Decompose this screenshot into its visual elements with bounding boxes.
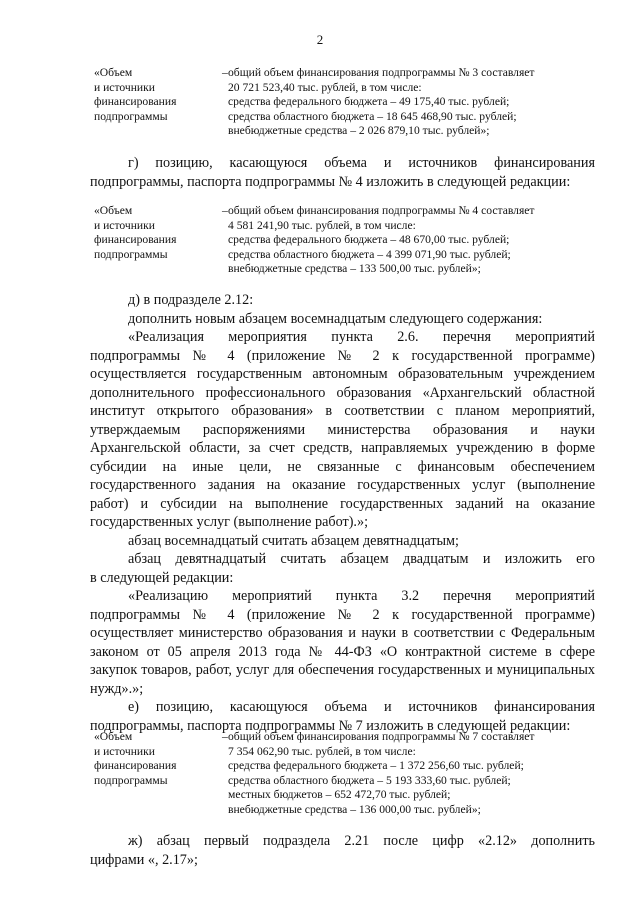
paragraph-abz-2: абзац девятнадцатый считать абзацем двадцатым и изложить его в следующей редакции: — [90, 551, 595, 586]
paragraph-d-heading: д) в подразделе 2.12: — [128, 292, 254, 308]
paragraph-g: г) позицию, касающуюся объема и источников финансирования подпрограммы, паспорта подпрограммы № 4 изложить в следующей редакции: — [90, 155, 595, 190]
table-label: «Объем и источники финансирования подпрограммы — [94, 204, 177, 261]
paragraph-zh: ж) абзац первый подраздела 2.21 после цифр «2.12» дополнить цифрами «, 2.17»; — [90, 833, 595, 868]
table-label: «Объем и источники финансирования подпрограммы — [94, 730, 177, 787]
paragraph-e: е) позицию, касающуюся объема и источников финансирования подпрограммы, паспорта подпрограммы № 7 изложить в следующей редакции: — [90, 699, 595, 734]
paragraph-abz-1: абзац восемнадцатый считать абзацем девятнадцатым; — [128, 532, 459, 549]
quote-18: «Реализация мероприятия пункта 2.6. перечня мероприятий подпрограммы № 4 (приложение № 2 к государственной программе) осуществляется государственным автономным образовательным учреждением дополнительного профессионального образования «Архангельский областной институт открытого образования» в соответствии с планом мероприятий, утверждаемым распоряжениями министерства образования и науки Архангельской области, за счет средств, направляемых учреждению в форме субсидии на иные цели, не связанные с финансовым обеспечением государственного задания на оказание государственных услуг (выполнение работ) и субсидии на выполнение государственных заданий на оказание государственных услуг (выполнение работ).»; — [90, 329, 595, 530]
table-label: «Объем и источники финансирования подпрограммы — [94, 66, 177, 123]
table-dash: – — [222, 204, 228, 217]
table-dash: – — [222, 730, 228, 743]
table-content: общий объем финансирования подпрограммы № 7 составляет 7 354 062,90 тыс. рублей, в том числе: средства федерального бюджета – 1 372 256,60 тыс. рублей; средства областного бюджета – 5 193 333,60 тыс. рублей; местных бюджетов – 652 472,70 тыс. рублей; внебюджетные средства – 136 000,00 тыс. рублей»; — [228, 730, 535, 816]
paragraph-d-intro: дополнить новым абзацем восемнадцатым следующего содержания: — [128, 310, 543, 327]
page-number: 2 — [316, 32, 324, 47]
table-content: общий объем финансирования подпрограммы № 3 составляет 20 721 523,40 тыс. рублей, в том числе: средства федерального бюджета – 49 175,40 тыс. рублей; средства областного бюджета – 18 645 468,90 тыс. рублей; внебюджетные средства – 2 026 879,10 тыс. рублей»; — [228, 66, 535, 138]
table-dash: – — [222, 66, 228, 79]
table-content: общий объем финансирования подпрограммы № 4 составляет 4 581 241,90 тыс. рублей, в том числе: средства федерального бюджета – 48 670,00 тыс. рублей; средства областного бюджета – 4 399 071,90 тыс. рублей; внебюджетные средства – 133 500,00 тыс. рублей»; — [228, 204, 535, 276]
paragraph-d — [90, 291, 595, 735]
quote-20: «Реализацию мероприятий пункта 3.2 перечня мероприятий подпрограммы № 4 (приложение № 2 к государственной программе) осуществляет министерство образования и науки в соответствии с Федеральным законом от 05 апреля 2013 года № 44-ФЗ «О контрактной системе в сфере закупок товаров, работ, услуг для обеспечения государственных и муниципальных нужд».»; — [90, 588, 595, 697]
